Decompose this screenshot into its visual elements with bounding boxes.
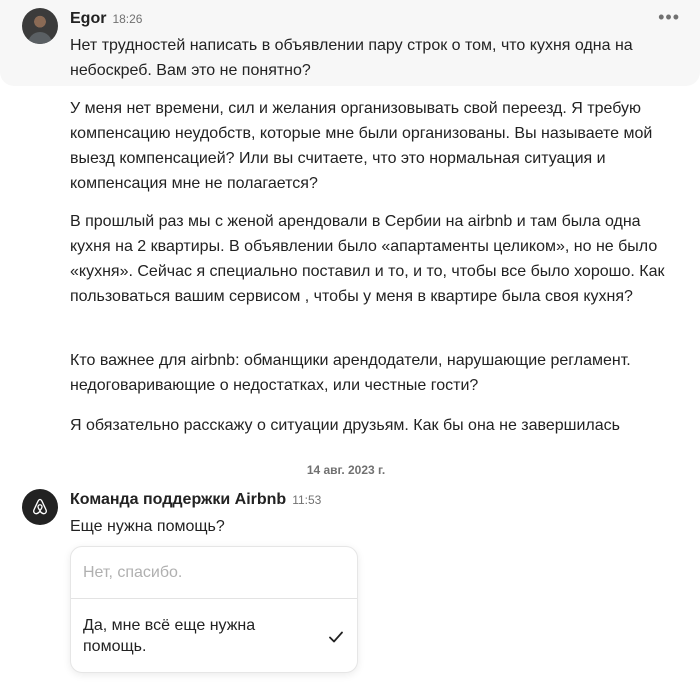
quick-reply-card xyxy=(70,546,358,673)
message-time: 11:53 xyxy=(292,493,322,507)
option-no-thanks[interactable]: Нет, спасибо. xyxy=(71,547,357,599)
avatar[interactable] xyxy=(22,8,58,44)
date-separator: 14 авг. 2023 г. xyxy=(306,463,386,477)
airbnb-logo-icon-svg xyxy=(30,497,50,517)
check-icon xyxy=(329,631,343,643)
option-yes-need-help[interactable]: Да, мне всё еще нужна помощь. xyxy=(83,617,256,655)
more-dots-icon[interactable]: ••• xyxy=(658,7,680,27)
sender-name[interactable]: Команда поддержки Airbnb xyxy=(70,491,287,508)
message-paragraph: Кто важнее для airbnb: обманщики арендодатели, нарушающие регламент. недоговаривающие о недостатках, или честные гости? xyxy=(70,352,631,394)
message-time: 18:26 xyxy=(112,12,143,26)
message-paragraph: В прошлый раз мы с женой арендовали в Сербии на airbnb и там была одна кухня на 2 квартиры. В объявлении было «апартаменты целиком», но не было «кухня». Сейчас я специально поставил и то, и то, чтобы все было хорошо. Как пользоваться вашим сервисом , чтобы у меня в квартире была своя кухня? xyxy=(70,213,665,305)
message-paragraph: Нет трудностей написать в объявлении пару строк о том, что кухня одна на небоскреб. Вам это не понятно? xyxy=(70,37,633,79)
message-paragraph: Я обязательно расскажу о ситуации друзьям. Как бы она не завершилась xyxy=(70,417,620,434)
message-text: Еще нужна помощь? xyxy=(70,518,225,535)
message-header xyxy=(70,491,321,509)
sender-name[interactable]: Egor xyxy=(70,10,107,27)
avatar-body xyxy=(28,32,52,44)
message-header xyxy=(70,10,142,28)
message-paragraph: У меня нет времени, сил и желания организовывать свой переезд. Я требую компенсацию неудобств, которые мне были организованы. Вы называете мой выезд компенсацией? Или вы считаете, что это нормальная ситуация и компенсация мне не полагается? xyxy=(70,100,653,192)
airbnb-logo-icon[interactable] xyxy=(22,489,58,525)
